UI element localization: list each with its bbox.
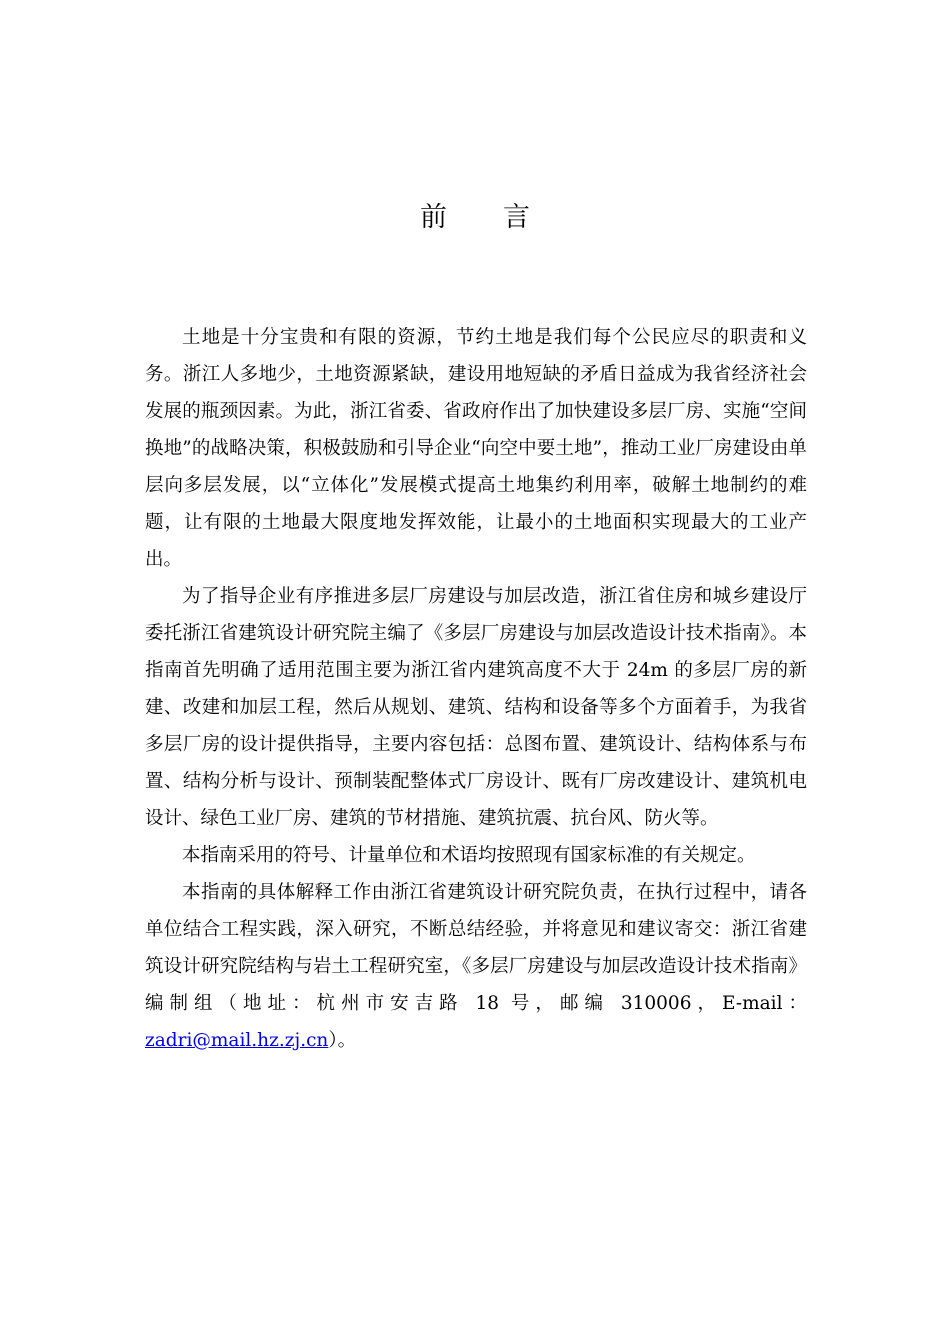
paragraph-4 bbox=[145, 874, 807, 1059]
page-title: 前言 bbox=[420, 202, 586, 233]
paragraph-1: 土地是十分宝贵和有限的资源，节约土地是我们每个公民应尽的职责和义务。浙江人多地少，土地资源紧缺，建设用地短缺的矛盾日益成为我省经济社会发展的瓶颈因素。为此，浙江省委、省政府作出了加快建设多层厂房、实施“空间换地”的战略决策，积极鼓励和引导企业“向空中要土地”，推动工业厂房建设由单层向多层发展，以“立体化”发展模式提高土地集约利用率，破解土地制约的难题，让有限的土地最大限度地发挥效能，让最小的土地面积实现最大的工业产出。 bbox=[145, 327, 807, 570]
paragraph-4-text: 本指南的具体解释工作由浙江省建筑设计研究院负责，在执行过程中，请各单位结合工程实践，深入研究，不断总结经验，并将意见和建议寄交：浙江省建筑设计研究院结构与岩土工程研究室，《多层厂房建设与加层改造设计技术指南》编制组（地址：杭州市安吉路 18 号，邮编 310006，E-mail： bbox=[145, 882, 807, 1014]
paragraph-3: 本指南采用的符号、计量单位和术语均按照现有国家标准的有关规定。 bbox=[182, 845, 756, 866]
paragraph-2: 为了指导企业有序推进多层厂房建设与加层改造，浙江省住房和城乡建设厅委托浙江省建筑设计研究院主编了《多层厂房建设与加层改造设计技术指南》。本指南首先明确了适用范围主要为浙江省内建筑高度不大于 24m 的多层厂房的新建、改建和加层工程，然后从规划、建筑、结构和设备等多个方面着手，为我省多层厂房的设计提供指导，主要内容包括：总图布置、建筑设计、结构体系与布置、结构分析与设计、预制装配整体式厂房设计、既有厂房改建设计、建筑机电设计、绿色工业厂房、建筑的节材措施、建筑抗震、抗台风、防火等。 bbox=[145, 586, 807, 829]
document-body bbox=[145, 319, 807, 1059]
email-link[interactable]: zadri@mail.hz.zj.cn bbox=[145, 1030, 329, 1051]
paragraph-4-closing: ）。 bbox=[328, 1030, 357, 1051]
